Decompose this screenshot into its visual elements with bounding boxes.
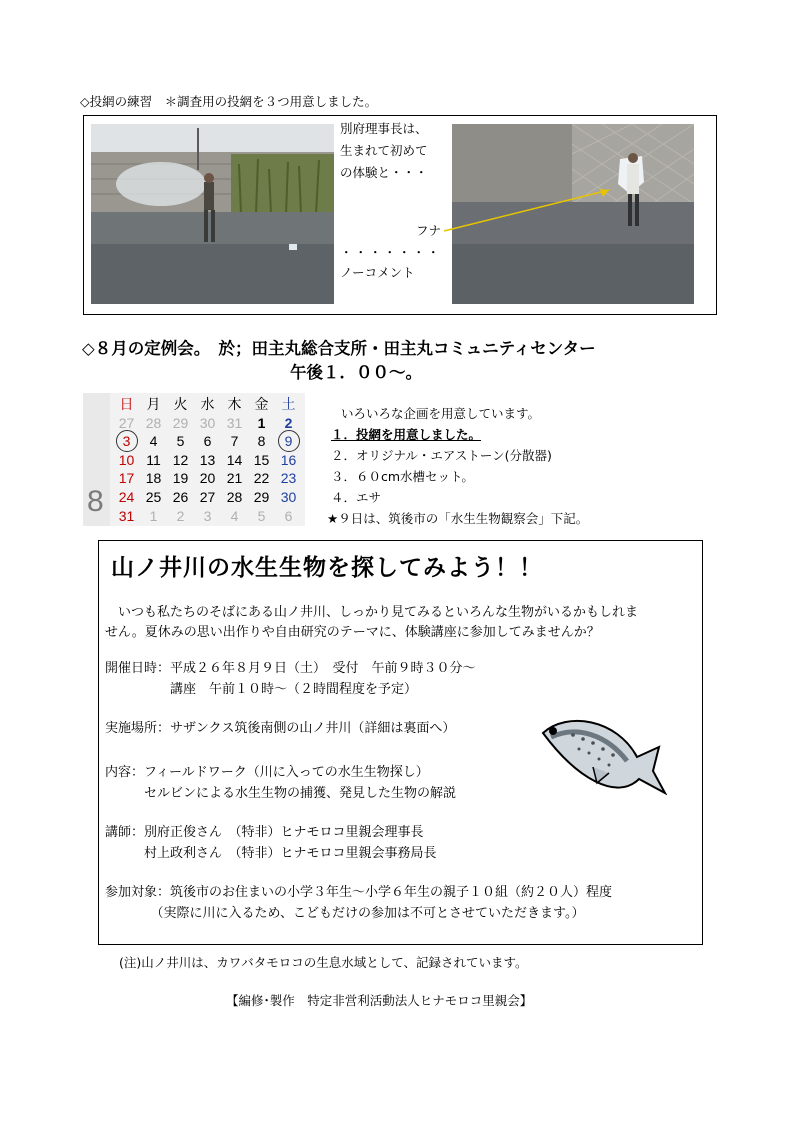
calendar-day: 31 [118,507,135,524]
calendar-day: 23 [280,470,297,487]
calendar-day: 20 [199,470,216,487]
calendar-week-row [113,414,303,433]
calendar-month: 8 [83,393,110,526]
plan-item-1: １．投網を用意しました。 [331,427,482,442]
photo-casting-net-throw [91,124,334,304]
calendar-day: 3 [113,432,140,451]
calendar-weekday-header: 木 [227,396,242,412]
calendar-day: 6 [203,433,212,450]
event-box [98,540,703,945]
calendar-day: 12 [172,451,189,468]
meeting-heading [82,337,596,385]
calendar-week-row [113,507,303,526]
calendar-day: 22 [253,470,270,487]
calendar-grid [113,395,303,525]
calendar-day: 1 [257,414,266,431]
calendar-day: 13 [199,451,216,468]
meeting-line-1: ◇８月の定例会。 於；田主丸総合支所・田主丸コミュニティセンター [82,339,596,358]
plan-list [327,403,589,529]
calendar-day: 7 [230,433,239,450]
arrow-to-fish [439,176,619,236]
event-date-line-2: 講座 午前１０時～（２時間程度を予定） [105,682,418,697]
calendar-day: 2 [284,414,293,431]
calendar-weekday-header: 火 [173,396,188,412]
calendar-day: 28 [145,414,162,431]
footer-credit: 【編修･製作 特定非営利活動法人ヒナモロコ里親会】 [226,993,533,1008]
calendar-weekday-header: 日 [119,396,134,412]
calendar-day-circle [116,430,138,452]
calendar-week-row [113,451,303,470]
section-heading-casting-net: ◇投網の練習 ＊調査用の投網を３つ用意しました。 [80,94,378,109]
caption-line-2: 生まれて初めて [340,143,428,158]
calendar-day: 30 [199,414,216,431]
photo-caption [340,120,428,182]
calendar-day: 9 [275,432,302,451]
calendar-day: 2 [176,507,185,524]
caption-line-1: 別府理事長は、 [340,121,428,136]
calendar-day: 29 [253,488,270,505]
calendar-day: 25 [145,488,162,505]
event-place: 実施場所：サザンクス筑後南側の山ノ井川（詳細は裏面へ） [105,721,456,736]
calendar-day: 16 [280,451,297,468]
calendar-day: 8 [257,433,266,450]
calendar-day: 27 [118,414,135,431]
calendar-weekday-header: 月 [146,396,161,412]
event-title: 山ノ井川の水生生物を探してみよう！！ [111,555,543,581]
calendar-day: 6 [284,507,293,524]
calendar-day: 26 [172,488,189,505]
event-date-line-1: 開催日時：平成２６年８月９日（土） 受付 午前９時３０分～ [105,661,476,676]
plan-item-4: ４．エサ [331,490,382,505]
dots-line: ・・・・・・・ [340,245,442,260]
no-comment-label: ノーコメント [340,265,415,280]
calendar-day: 3 [203,507,212,524]
calendar-day: 29 [172,414,189,431]
calendar-day: 24 [118,488,135,505]
calendar-day: 5 [176,433,185,450]
calendar-day: 14 [226,451,243,468]
calendar-day: 21 [226,470,243,487]
calendar-day: 5 [257,507,266,524]
event-target-2: （実際に川に入るため、こどもだけの参加は不可とさせていただきます。） [105,906,585,921]
calendar-day: 10 [118,451,135,468]
calendar-day-circle [278,430,300,452]
calendar-week-row [113,488,303,507]
calendar-day: 15 [253,451,270,468]
calendar-day: 28 [226,488,243,505]
calendar-day: 17 [118,470,135,487]
plan-item-3: ３．６０cm水槽セット。 [331,469,474,484]
caption-line-3: の体験と・・・ [340,165,428,180]
plan-note: ★９日は、筑後市の「水生生物観察会」下記。 [327,511,589,526]
fish-label: フナ [416,223,442,238]
event-intro-2: せん。夏休みの思い出作りや自由研究のテーマに、体験講座に参加してみませんか？ [105,625,600,640]
calendar-day: 4 [149,433,158,450]
calendar-weekday-header: 土 [281,396,296,412]
plan-intro: いろいろな企画を用意しています。 [341,406,541,421]
calendar-header-row [113,395,303,414]
plan-item-2: ２．オリジナル・エアストーン(分散器) [331,448,552,463]
bottom-note: (注)山ノ井川は、カワバタモロコの生息水域として、記録されています。 [119,955,528,970]
event-intro-1: いつも私たちのそばにある山ノ井川、しっかり見てみるといろんな生物がいるかもしれま [105,605,639,620]
event-content-2: セルビンによる水生生物の捕獲、発見した生物の解説 [105,786,457,801]
calendar-day: 4 [230,507,239,524]
calendar-day: 30 [280,488,297,505]
event-teacher-2: 村上政利さん （特非）ヒナモロコ里親会事務局長 [105,846,437,861]
event-content-1: 内容：フィールドワーク（川に入っての水生生物探し） [105,765,429,780]
fish-illustration [537,709,667,801]
calendar-day: 11 [146,451,161,468]
calendar-weekday-header: 水 [200,396,215,412]
event-teacher-1: 講師：別府正俊さん （特非）ヒナモロコ里親会理事長 [105,825,424,840]
calendar-week-row [113,469,303,488]
meeting-line-2: 午後１．００～。 [290,363,422,382]
calendar-week-row [113,432,303,451]
event-target-1: 参加対象：筑後市のお住まいの小学３年生～小学６年生の親子１０組（約２０人）程度 [105,885,613,900]
calendar-day: 18 [145,470,162,487]
calendar-weekday-header: 金 [254,396,269,412]
photo-frame [83,115,717,315]
calendar-day: 27 [199,488,216,505]
calendar-day: 1 [149,507,158,524]
calendar-day: 31 [226,414,243,431]
calendar [83,393,305,526]
calendar-day: 19 [172,470,189,487]
